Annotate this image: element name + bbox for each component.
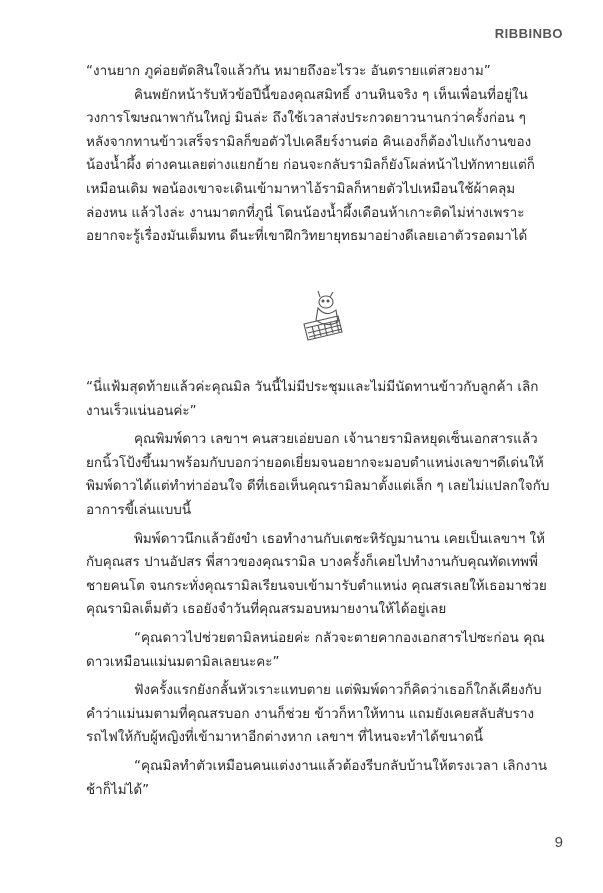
running-header: RIBBINBO [494, 26, 563, 41]
page-number: 9 [554, 834, 563, 851]
dialogue-line: “คุณมิลทำตัวเหมือนคนแต่งงานแล้วต้องรีบกลับบ้านให้ตรงเวลา เลิกงานช้าก็ไม่ได้” [86, 757, 548, 798]
dialogue-line: “งานยาก ภูค่อยตัดสินใจแล้วกัน หมายถึงอะไรวะ อันตรายแต่สวยงาม” [86, 63, 491, 79]
dialogue-line: “นี่แฟ้มสุดท้ายแล้วค่ะคุณมิล วันนี้ไม่มีประชุมและไม่มีนัดทานข้าวกับลูกค้า เลิกงานเร็วแน่นอนค่ะ” [86, 379, 539, 419]
text-block-bottom [86, 376, 552, 802]
paragraph: คินพยักหน้ารับหัวข้อปีนี้ของคุณสมิทธิ์ งานหินจริง ๆ เห็นเพื่อนที่อยู่ในวงการโฆษณาพากันใหญ่ มินล่ะ ถึงใช้เวลาส่งประกวดยาวนานกว่าครั้งก่อน ๆ หลังจากทานข้าวเสร็จรามิลก็ขอตัวไปเคลียร์งานต่อ คินเองก็ต้องไปแก้งานของน้องน้ำผึ้ง ต่างคนเลยต่างแยกย้าย ก่อนจะกลับรามิลก็ยังโผล่หน้าไปทักทายแต่ก็เหมือนเดิม พอน้องเขาจะเดินเข้ามาหาไอ้รามิลก็หายตัวไปเหมือนใช้ผ้าคลุมล่องหน แล้วไงล่ะ งานมาตกที่ภูนี่ โดนน้องน้ำผึ้งเดือนห้าเกาะติดไม่ห่างเพราะอยากจะรู้เรื่องมันเต็มทน ดีนะที่เขาฝึกวิทยายุทธมาอย่างดีเลยเอาตัวรอดมาได้ [86, 86, 535, 245]
dialogue-line: “คุณดาวไปช่วยตามิลหน่อยค่ะ กลัวจะตายคากองเอกสารไปซะก่อน คุณดาวเหมือนแม่นมตามิลเลยนะคะ” [86, 629, 545, 670]
text-block-top [86, 60, 552, 249]
scene-break-illustration [296, 288, 346, 346]
paragraph: พิมพ์ดาวนึกแล้วยังขำ เธอทำงานกับเตชะหิรัญมานาน เคยเป็นเลขาฯ ให้กับคุณสร ปานอัปสร พี่สาวของคุณรามิล บางครั้งก็เคยไปทำงานกับคุณทัดเทพพี่ชายคนโต จนกระทั่งคุณรามิลเรียนจบเข้ามารับตำแหน่ง คุณสรเลยให้เธอมาช่วยคุณรามิลเต็มตัว เธอยังจำวันที่คุณสรมอบหมายงานให้ได้อยู่เลย [86, 530, 547, 618]
paragraph: คุณพิมพ์ดาว เลขาฯ คนสวยเอ่ยบอก เจ้านายรามิลหยุดเซ็นเอกสารแล้วยกนิ้วโป้งขึ้นมาพร้อมกับบอกว่ายอดเยี่ยมจนอยากจะมอบตำแหน่งเลขาฯดีเด่นให้ พิมพ์ดาวได้แต่ทำท่าอ่อนใจ ดีที่เธอเห็นคุณรามิลมาตั้งแต่เล็ก ๆ เลยไม่แปลกใจกับอาการขี้เล่นแบบนี้ [86, 431, 550, 518]
paragraph: ฟังครั้งแรกยังกลั้นหัวเราะแทบตาย แต่พิมพ์ดาวก็คิดว่าเธอก็ใกล้เคียงกับคำว่าแม่นมตามที่คุณสรบอก งานก็ช่วย ข้าวก็หาให้ทาน แถมยังเคยสลับสับรางรถไฟให้กับผู้หญิงที่เข้ามาหาอีกต่างหาก เลขาฯ ที่ไหนจะทำได้ขนาดนี้ [86, 682, 542, 746]
